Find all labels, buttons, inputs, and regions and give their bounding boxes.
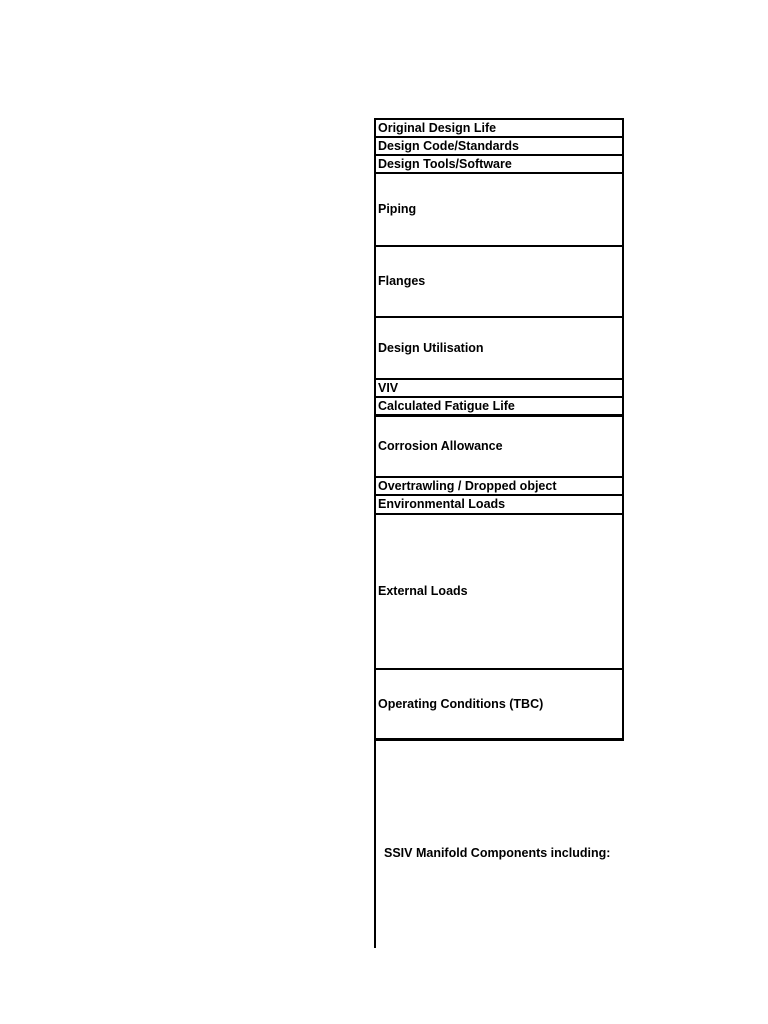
row-label: Design Utilisation	[378, 340, 484, 355]
row-label: Operating Conditions (TBC)	[378, 696, 544, 711]
row-label: External Loads	[378, 584, 468, 599]
table-row-design-code-standards	[374, 138, 624, 156]
table-row-flanges	[374, 247, 624, 318]
row-label: Design Tools/Software	[378, 156, 512, 171]
table-row-design-tools-software	[374, 156, 624, 174]
table-row-overtrawling-dropped-object	[374, 478, 624, 496]
row-label: Original Design Life	[378, 120, 497, 135]
table-row-viv	[374, 380, 624, 398]
table-row-design-utilisation	[374, 318, 624, 380]
table-row-corrosion-allowance	[374, 417, 624, 478]
row-label: VIV	[378, 380, 399, 395]
row-label: Overtrawling / Dropped object	[378, 478, 557, 493]
table-row-external-loads	[374, 515, 624, 670]
ssiv-manifold-label: SSIV Manifold Components including:	[384, 846, 611, 860]
table-row-piping	[374, 174, 624, 247]
table-row-original-design-life	[374, 118, 624, 138]
row-label: Calculated Fatigue Life	[378, 398, 515, 413]
row-label: Piping	[378, 202, 417, 217]
row-label: Design Code/Standards	[378, 138, 519, 153]
row-label: Corrosion Allowance	[378, 439, 503, 454]
table-row-operating-conditions	[374, 670, 624, 741]
table-row-environmental-loads	[374, 496, 624, 515]
ssiv-manifold-cell	[374, 740, 624, 948]
table-row-calculated-fatigue-life	[374, 398, 624, 417]
row-label: Flanges	[378, 274, 426, 289]
row-label: Environmental Loads	[378, 497, 506, 512]
